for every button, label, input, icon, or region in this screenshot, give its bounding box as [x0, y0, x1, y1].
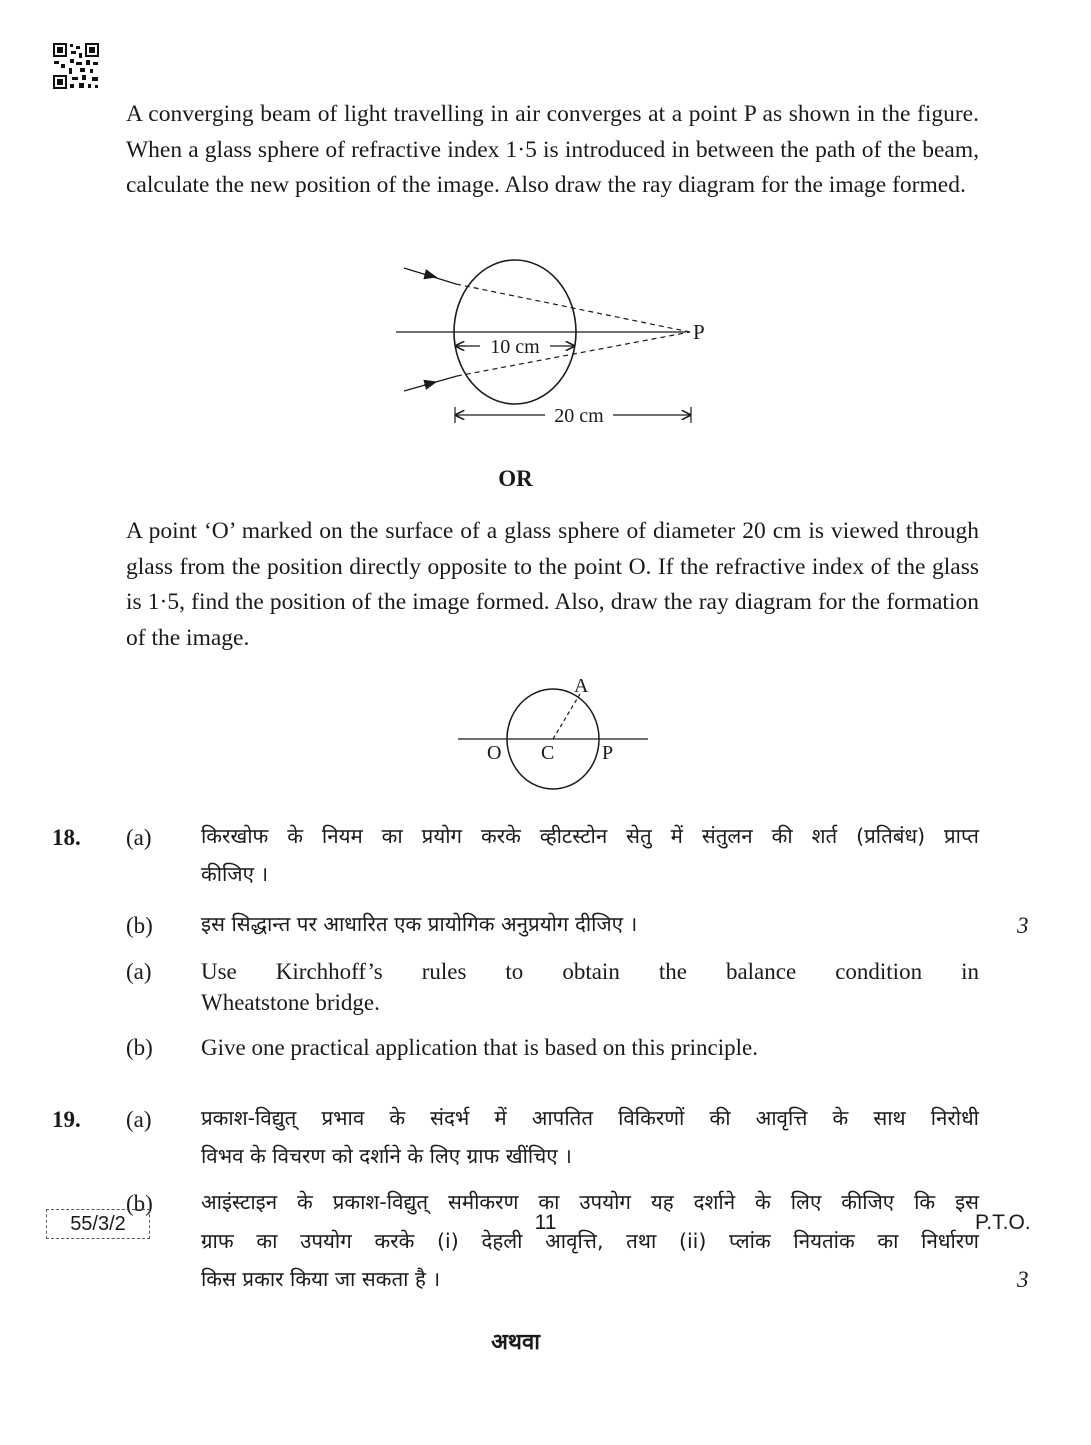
question-18b-english-text: Give one practical application that is based on this principle.: [201, 1035, 758, 1060]
question-18b-hindi-text: इस सिद्धान्त पर आधारित एक प्रायोगिक अनुप्रयोग दीजिए ।: [201, 912, 638, 936]
point-a-label: A: [574, 675, 589, 697]
point-p-label: P: [602, 742, 614, 764]
converging-beam-figure: [380, 255, 720, 435]
question-17-paragraph: A converging beam of light travelling in air converges at a point P as shown in the figure. When a glass sphere of refractive index 1·5 is introduced in between the path of the beam, calculate the new position of the image. Also draw the ray diagram for the image formed.: [126, 101, 979, 198]
question-19b-line3: किस प्रकार किया जा सकता है ।: [201, 1267, 441, 1291]
point-p-label: P: [693, 320, 705, 344]
question-19-marks: 3: [1017, 1267, 1029, 1292]
question-18a-english-line2: Wheatstone bridge.: [201, 990, 380, 1015]
dimension-10cm-label: 10 cm: [490, 336, 540, 358]
dimension-20cm-label: 20 cm: [554, 405, 604, 427]
paper-code-box: 55/3/2: [46, 1209, 150, 1239]
question-19b-label: (b): [126, 1191, 153, 1216]
question-19-number: 19.: [52, 1107, 81, 1132]
or-heading: OR: [498, 466, 533, 491]
question-18b-hindi-label: (b): [126, 913, 153, 938]
page-number: 11: [534, 1211, 557, 1234]
athva-heading: अथवा: [491, 1330, 540, 1355]
question-19a-label: (a): [126, 1107, 152, 1132]
question-18-number: 18.: [52, 825, 81, 850]
question-18a-english-line1: Use Kirchhoff’s rules to obtain the balance condition in: [201, 959, 979, 984]
point-o-label: O: [487, 742, 502, 764]
question-18a-english-label: (a): [126, 959, 152, 984]
question-18b-english-label: (b): [126, 1035, 153, 1060]
pto-label: P.T.O.: [975, 1211, 1031, 1234]
qr-code-icon: [52, 42, 100, 90]
question-19b-line1: आइंस्टाइन के प्रकाश-विद्युत् समीकरण का उपयोग यह दर्शाने के लिए कीजिए कि इस: [201, 1190, 979, 1214]
question-18a-hindi-line2: कीजिए ।: [201, 862, 269, 886]
point-c-label: C: [541, 742, 555, 764]
question-18-marks: 3: [1017, 913, 1029, 938]
question-17-alternative-paragraph: A point ‘O’ marked on the surface of a glass sphere of diameter 20 cm is viewed through glass from the position directly opposite to the point O. If the refractive index of the glass is 1·5, find the position of the image formed. Also, draw the ray diagram for the formation of the image.: [126, 518, 979, 651]
question-19b-line2: ग्राफ का उपयोग करके (i) देहली आवृत्ति, तथा (ii) प्लांक नियतांक का निर्धारण: [201, 1229, 979, 1253]
glass-sphere-point-figure: [450, 672, 655, 790]
question-19a-line2: विभव के विचरण को दर्शाने के लिए ग्राफ खींचिए ।: [201, 1144, 572, 1168]
question-18a-hindi-label: (a): [126, 825, 152, 850]
question-18a-hindi-line1: किरखोफ के नियम का प्रयोग करके व्हीटस्टोन सेतु में संतुलन की शर्त (प्रतिबंध) प्राप्त: [201, 824, 979, 848]
question-19a-line1: प्रकाश-विद्युत् प्रभाव के संदर्भ में आपतित विकिरणों की आवृत्ति के साथ निरोधी: [201, 1106, 979, 1130]
